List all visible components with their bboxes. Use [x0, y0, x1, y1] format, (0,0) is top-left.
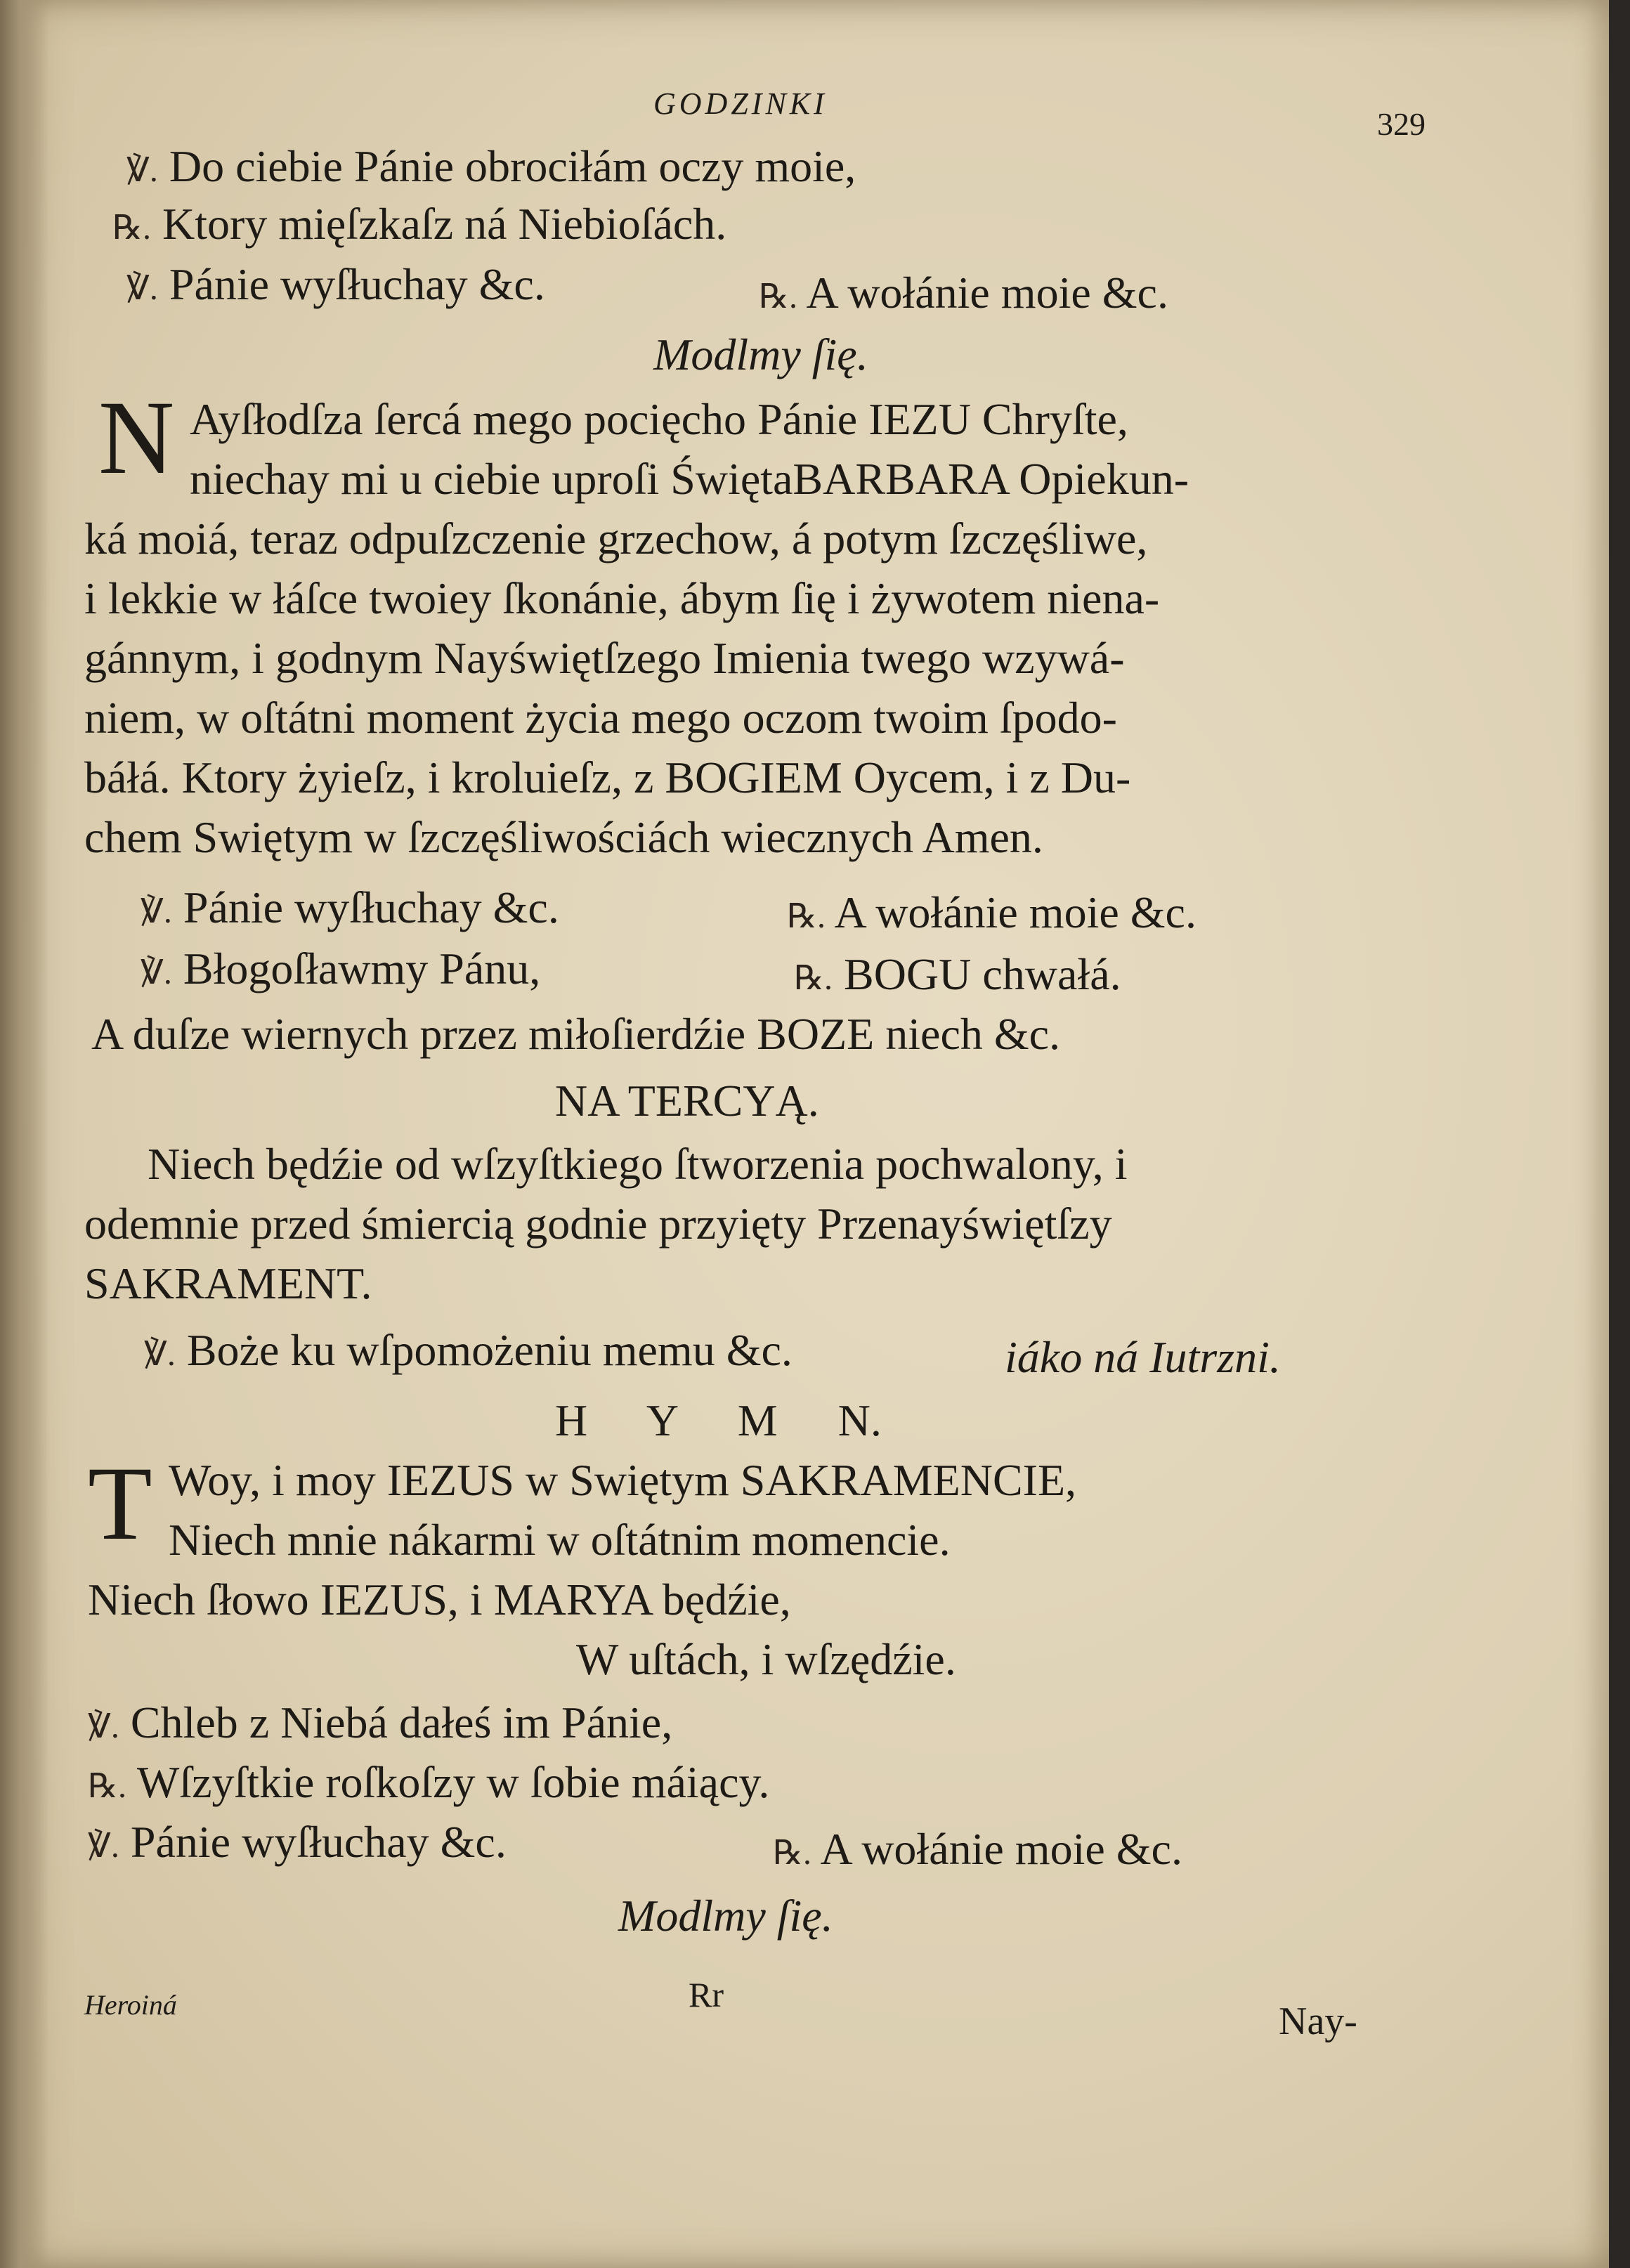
versicle-line-5 [144, 1324, 793, 1376]
tercja-line-1: Niech będźie od wſzyſtkiego ſtworzenia pochwalony, i [148, 1139, 1128, 1189]
drop-cap-t: T [88, 1445, 152, 1562]
versicle-line-4 [141, 943, 540, 995]
versicle-line-1 [126, 141, 856, 193]
hymn-line-3: Niech ſłowo IEZUS, i MARYA będźie, [88, 1575, 791, 1624]
line-text: Ktory mięſzkaſz ná Niebioſách. [162, 199, 727, 249]
closing-line: A duſze wiernych przez miłoſierdźie BOZE niech &c. [91, 1009, 1061, 1059]
page-number: 329 [1377, 106, 1426, 142]
response-symbol: ℞. [773, 1834, 812, 1872]
versicle-symbol: ℣. [141, 893, 172, 930]
response-symbol: ℞. [88, 1768, 127, 1805]
prayer-line-4: i lekkie w łáſce twoiey ſkonánie, ábym ſię i żywotem niena- [84, 573, 1160, 623]
footer-left-word: Heroiná [84, 1989, 177, 2021]
response-symbol: ℞. [794, 960, 833, 997]
prayer-line-2: niechay mi u ciebie uproſi ŚwiętaBARBARA Opiekun- [190, 454, 1189, 504]
versicle-line-2 [126, 259, 545, 311]
line-text: Pánie wyſłuchay &c. [169, 259, 545, 309]
catchword: Nay- [1279, 2000, 1357, 2043]
response-symbol: ℞. [759, 278, 798, 315]
line-text: Wſzyſtkie roſkoſzy w ſobie máiący. [136, 1757, 770, 1807]
response-line-3 [787, 887, 1197, 939]
line-text: A wołánie moie &c. [820, 1824, 1182, 1874]
line-text: Błogoſławmy Pánu, [183, 944, 541, 993]
versicle-symbol: ℣. [88, 1827, 119, 1865]
versicle-symbol: ℣. [144, 1336, 176, 1373]
versicle-line-7 [88, 1816, 507, 1868]
versicle-symbol: ℣. [141, 954, 172, 991]
page-gutter [0, 0, 49, 2268]
prayer-line-6: niem, w oſtátni moment życia mego oczom twoim ſpodo- [84, 693, 1117, 743]
versicle-symbol: ℣. [126, 270, 158, 307]
modlmy-heading-1: Modlmy ſię. [653, 330, 868, 379]
drop-cap-n: N [98, 379, 175, 496]
running-title: GODZINKI [653, 86, 828, 121]
line-text: A wołánie moie &c. [806, 268, 1168, 318]
line-text: Pánie wyſłuchay &c. [130, 1817, 507, 1867]
response-line-2 [759, 267, 1168, 319]
prayer-line-5: gánnym, i godnym Nayświętſzego Imienia twego wzywá- [84, 633, 1125, 683]
response-symbol: ℞. [112, 209, 152, 247]
prayer-line-7: báłá. Ktory żyieſz, i kroluieſz, z BOGIEM Oycem, i z Du- [84, 752, 1131, 802]
line-text: Chleb z Niebá dałeś im Pánie, [130, 1697, 673, 1747]
section-heading-tercja: NA TERCYĄ. [555, 1076, 819, 1126]
tercja-line-3: SAKRAMENT. [84, 1258, 372, 1308]
prayer-line-1: Ayſłodſza ſercá mego pocięcho Pánie IEZU Chryſte, [190, 394, 1128, 444]
hymn-line-2: Niech mnie nákarmi w oſtátnim momencie. [169, 1515, 951, 1565]
hymn-heading: H Y M N. [555, 1395, 882, 1445]
response-line-4 [794, 949, 1121, 1001]
prayer-line-3: ká moiá, teraz odpuſzczenie grzechow, á potym ſzczęśliwe, [84, 514, 1148, 563]
prayer-line-8: chem Swiętym w ſzczęśliwościách wiecznych Amen. [84, 812, 1043, 862]
response-line-1 [112, 198, 726, 250]
iako-na-iutrzni: iáko ná Iutrzni. [1005, 1332, 1281, 1382]
line-text: Boże ku wſpomożeniu memu &c. [186, 1325, 793, 1375]
response-line-5 [88, 1757, 769, 1808]
signature-mark: Rr [689, 1975, 724, 2014]
tercja-line-2: odemnie przed śmiercią godnie przyięty Przenayświętſzy [84, 1199, 1112, 1249]
line-text: BOGU chwałá. [844, 949, 1121, 999]
line-text: Do ciebie Pánie obrociłám oczy moie, [169, 141, 856, 191]
versicle-symbol: ℣. [126, 152, 158, 189]
versicle-line-3 [141, 882, 559, 934]
versicle-line-6 [88, 1697, 672, 1749]
line-text: A wołánie moie &c. [834, 887, 1197, 937]
hymn-line-1: Woy, i moy IEZUS w Swiętym SAKRAMENCIE, [169, 1455, 1077, 1505]
modlmy-heading-2: Modlmy ſię. [618, 1891, 833, 1941]
response-symbol: ℞. [787, 898, 826, 935]
versicle-symbol: ℣. [88, 1708, 119, 1745]
line-text: Pánie wyſłuchay &c. [183, 882, 559, 932]
hymn-line-4: W uſtách, i wſzędźie. [576, 1634, 956, 1684]
response-line-6 [773, 1823, 1182, 1875]
